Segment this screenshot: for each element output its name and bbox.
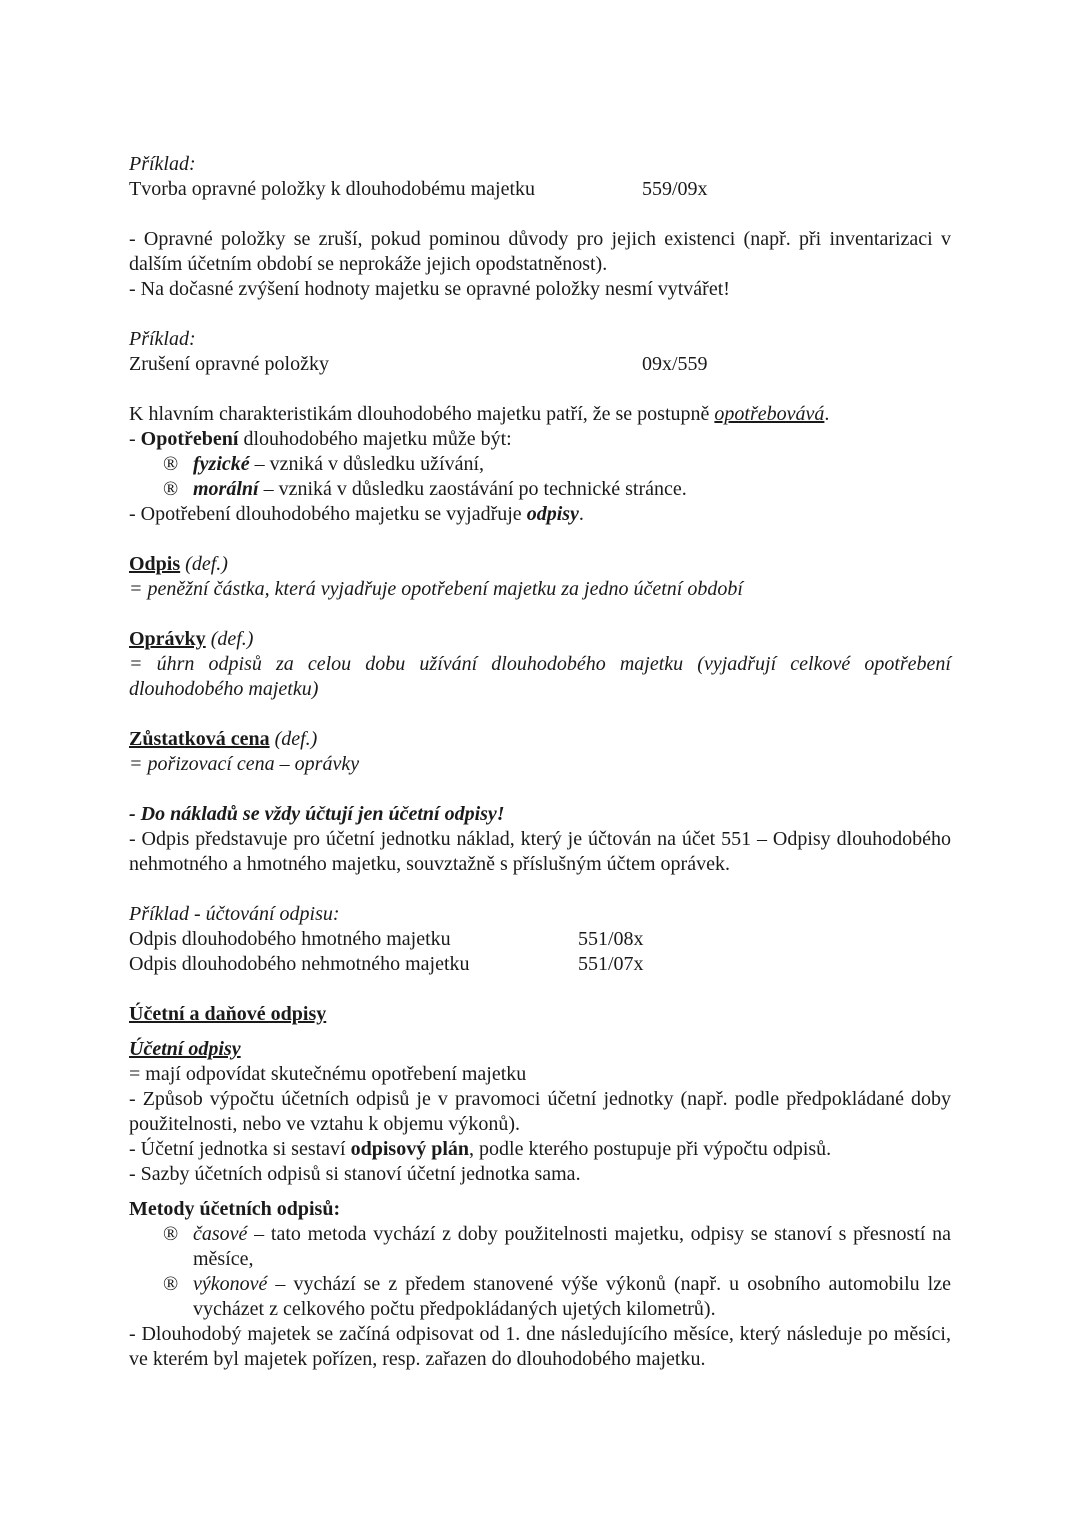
subsection-heading: Účetní odpisy [129, 1038, 241, 1060]
bullet-icon: ® [163, 1273, 179, 1295]
paragraph: - Sazby účetních odpisů si stanoví účetní jednotka sama. [129, 1163, 581, 1185]
list-item: ® morální – vzniká v důsledku zaostávání po technické stránce. [163, 478, 687, 500]
emphasis-word: opotřebovává [714, 403, 825, 425]
example-code: 551/07x [578, 953, 644, 975]
bullet-icon: ® [163, 478, 179, 500]
example-text: Odpis dlouhodobého nehmotného majetku [129, 953, 470, 975]
example-text: Zrušení opravné položky [129, 353, 329, 375]
definition-term: Zůstatková cena (def.) [129, 728, 318, 750]
definition-text: = úhrn odpisů za celou dobu užívání dlouhodobého majetku (vyjadřují celkové opotřebení dlouhodobého majetku) [129, 653, 951, 700]
emphasis-paragraph: - Do nákladů se vždy účtují jen účetní odpisy! [129, 803, 505, 825]
list-item: ® výkonové – vychází se z předem stanovené výše výkonů (např. u osobního automobilu lze vycházet z celkového počtu předpokládaných ujetých kilometrů). [163, 1273, 951, 1320]
section-heading: Účetní a daňové odpisy [129, 1003, 327, 1025]
example-row [129, 177, 951, 202]
wear-heading-line: - Opotřebení dlouhodobého majetku může být: [129, 428, 512, 450]
document-page [129, 152, 951, 1372]
example-code: 09x/559 [642, 353, 708, 375]
paragraph: - Odpis představuje pro účetní jednotku náklad, který je účtován na účet 551 – Odpisy dlouhodobého nehmotného a hmotného majetku, souvztažně s příslušným účtem oprávek. [129, 828, 951, 875]
subsection-heading: Metody účetních odpisů: [129, 1198, 341, 1220]
definition-term: Oprávky (def.) [129, 628, 254, 650]
definition-text: = pořizovací cena – oprávky [129, 753, 360, 775]
example-code: 559/09x [642, 178, 708, 200]
example-text: Tvorba opravné položky k dlouhodobému majetku [129, 178, 536, 200]
definition-term: Odpis (def.) [129, 553, 228, 575]
example-label: Příklad: [129, 328, 196, 350]
example-label: Příklad: [129, 153, 196, 175]
paragraph: - Způsob výpočtu účetních odpisů je v pravomoci účetní jednotky (např. podle předpokládané doby použitelnosti, nebo ve vztahu k objemu výkonů). [129, 1088, 951, 1135]
paragraph: - Opravné položky se zruší, pokud pominou důvody pro jejich existenci (např. při inventarizaci v dalším účetním období se neprokáže jejich opodstatněnost). [129, 228, 951, 275]
example-row [129, 352, 951, 377]
list-item: ® časové – tato metoda vychází z doby použitelnosti majetku, odpisy se stanoví s přesností na měsíce, [163, 1223, 951, 1270]
example-text: Odpis dlouhodobého hmotného majetku [129, 928, 451, 950]
definition-text: = peněžní částka, která vyjadřuje opotřebení majetku za jedno účetní období [129, 578, 743, 600]
bullet-icon: ® [163, 453, 179, 475]
example-code: 551/08x [578, 928, 644, 950]
list-item: ® fyzické – vzniká v důsledku užívání, [163, 453, 485, 475]
example-row [129, 952, 951, 977]
example-label: Příklad - účtování odpisu: [129, 903, 340, 925]
example-row [129, 927, 951, 952]
paragraph: - Dlouhodobý majetek se začíná odpisovat od 1. dne následujícího měsíce, který následuje po měsíci, ve kterém byl majetek pořízen, resp. zařazen do dlouhodobého majetku. [129, 1323, 951, 1370]
intro-paragraph: K hlavním charakteristikám dlouhodobého majetku patří, že se postupně opotřebovává. [129, 403, 830, 425]
paragraph: - Opotřebení dlouhodobého majetku se vyjadřuje odpisy. [129, 503, 584, 525]
paragraph: = mají odpovídat skutečnému opotřebení majetku [129, 1063, 527, 1085]
paragraph: - Účetní jednotka si sestaví odpisový plán, podle kterého postupuje při výpočtu odpisů. [129, 1138, 832, 1160]
paragraph: - Na dočasné zvýšení hodnoty majetku se opravné položky nesmí vytvářet! [129, 278, 730, 300]
bullet-icon: ® [163, 1223, 179, 1245]
